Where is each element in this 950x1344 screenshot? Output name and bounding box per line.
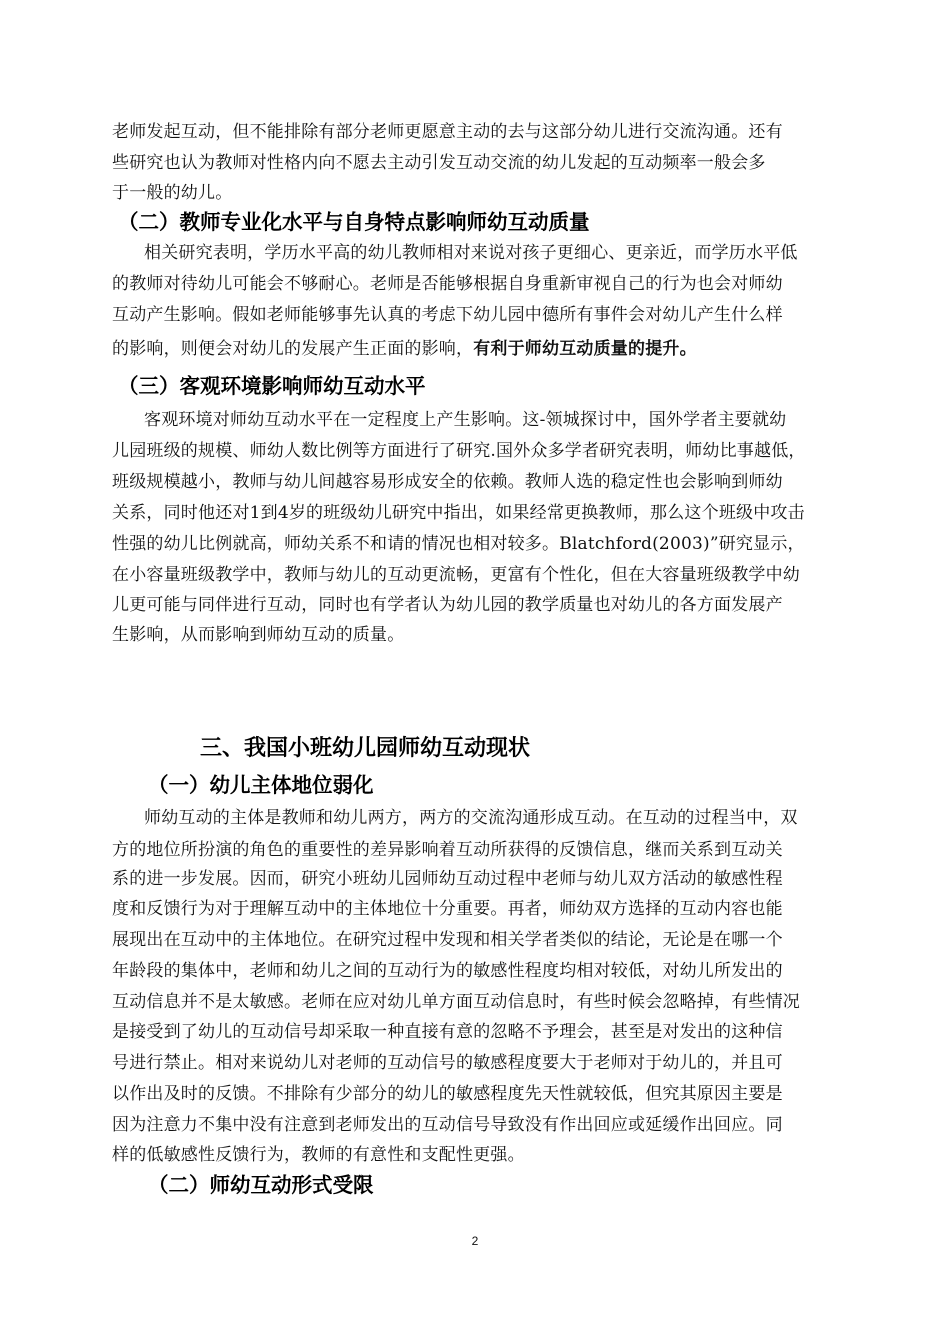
emphasized-text: 有利于师幼互动质量的提升。 bbox=[473, 339, 697, 359]
page-number: 2 bbox=[471, 1234, 479, 1248]
paragraph-line: 儿园班级的规模、师幼人数比例等方面进行了研究.国外众多学者研究表明，师幼比事越低， bbox=[112, 441, 806, 461]
paragraph-line: 的教师对待幼儿可能会不够耐心。老师是否能够根据自身重新审视自己的行为也会对师幼 bbox=[112, 274, 783, 294]
paragraph-line: 客观环境对师幼互动水平在一定程度上产生影响。这-领城探讨中，国外学者主要就幼 bbox=[144, 410, 787, 430]
paragraph-line: 以作出及时的反馈。不排除有少部分的幼儿的敏感程度先天性就较低，但究其原因主要是 bbox=[112, 1084, 783, 1104]
chapter-heading: 三、我国小班幼儿园师幼互动现状 bbox=[200, 736, 531, 761]
paragraph-line: 样的低敏感性反馈行为，教师的有意性和支配性更强。 bbox=[112, 1145, 525, 1165]
paragraph-line: 师幼互动的主体是教师和幼儿两方，两方的交流沟通形成互动。在互动的过程当中，双 bbox=[144, 808, 798, 828]
paragraph-line: 因为注意力不集中没有注意到老师发出的互动信号导致没有作出回应或延缓作出回应。同 bbox=[112, 1115, 783, 1135]
section-heading: （一）幼儿主体地位弱化 bbox=[148, 773, 374, 797]
paragraph-line: 在小容量班级教学中，教师与幼儿的互动更流畅，更富有个性化，但在大容量班级教学中幼 bbox=[112, 565, 800, 585]
paragraph-line: 生影响，从而影响到师幼互动的质量。 bbox=[112, 625, 405, 645]
paragraph-line: 互动信息并不是太敏感。老师在应对幼儿单方面互动信息时，有些时候会忽略掉，有些情况 bbox=[112, 992, 800, 1012]
paragraph-line: 方的地位所扮演的角色的重要性的差异影响着互动所获得的反馈信息，继而关系到互动关 bbox=[112, 840, 783, 860]
section-heading: （二）教师专业化水平与自身特点影响师幼互动质量 bbox=[118, 210, 590, 234]
section-heading: （二）师幼互动形式受限 bbox=[148, 1173, 374, 1197]
paragraph-line: 是接受到了幼儿的互动信号却采取一种直接有意的忽略不予理会，甚至是对发出的这种信 bbox=[112, 1022, 783, 1042]
paragraph-line: 度和反馈行为对于理解互动中的主体地位十分重要。再者，师幼双方选择的互动内容也能 bbox=[112, 899, 783, 919]
paragraph-line: 儿更可能与同伴进行互动，同时也有学者认为幼儿园的教学质量也对幼儿的各方面发展产 bbox=[112, 595, 783, 615]
paragraph-text: 的影响，则便会对幼儿的发展产生正面的影响， bbox=[112, 339, 474, 359]
paragraph-line: 号进行禁止。相对来说幼儿对老师的互动信号的敏感程度要大于老师对于幼儿的，并且可 bbox=[112, 1053, 783, 1073]
paragraph-line: 老师发起互动，但不能排除有部分老师更愿意主动的去与这部分幼儿进行交流沟通。还有 bbox=[112, 122, 783, 142]
paragraph-line: 些研究也认为教师对性格内向不愿去主动引发互动交流的幼儿发起的互动频率一般会多 bbox=[112, 153, 766, 173]
paragraph-line: 于一般的幼儿。 bbox=[112, 183, 233, 203]
section-heading: （三）客观环境影响师幼互动水平 bbox=[118, 374, 426, 398]
paragraph-line bbox=[112, 338, 697, 360]
paragraph-line: 展现出在互动中的主体地位。在研究过程中发现和相关学者类似的结论，无论是在哪一个 bbox=[112, 930, 783, 950]
paragraph-line: 系的进一步发展。因而，研究小班幼儿园师幼互动过程中老师与幼儿双方活动的敏感性程 bbox=[112, 869, 783, 889]
paragraph-line: 互动产生影响。假如老师能够事先认真的考虑下幼儿园中德所有事件会对幼儿产生什么样 bbox=[112, 305, 783, 325]
paragraph-line: 班级规模越小，教师与幼儿间越容易形成安全的依赖。教师人选的稳定性也会影响到师幼 bbox=[112, 472, 783, 492]
paragraph-line: 相关研究表明，学历水平高的幼儿教师相对来说对孩子更细心、更亲近，而学历水平低 bbox=[144, 243, 798, 263]
paragraph-line: 年龄段的集体中，老师和幼儿之间的互动行为的敏感性程度均相对较低，对幼儿所发出的 bbox=[112, 961, 783, 981]
paragraph-line: 关系，同时他还对1到4岁的班级幼儿研究中指出，如果经常更换教师，那么这个班级中攻击 bbox=[112, 503, 805, 523]
paragraph-line: 性强的幼儿比例就高，师幼关系不和请的情况也相对较多。Blatchford(2003)”研究显示， bbox=[112, 534, 805, 554]
